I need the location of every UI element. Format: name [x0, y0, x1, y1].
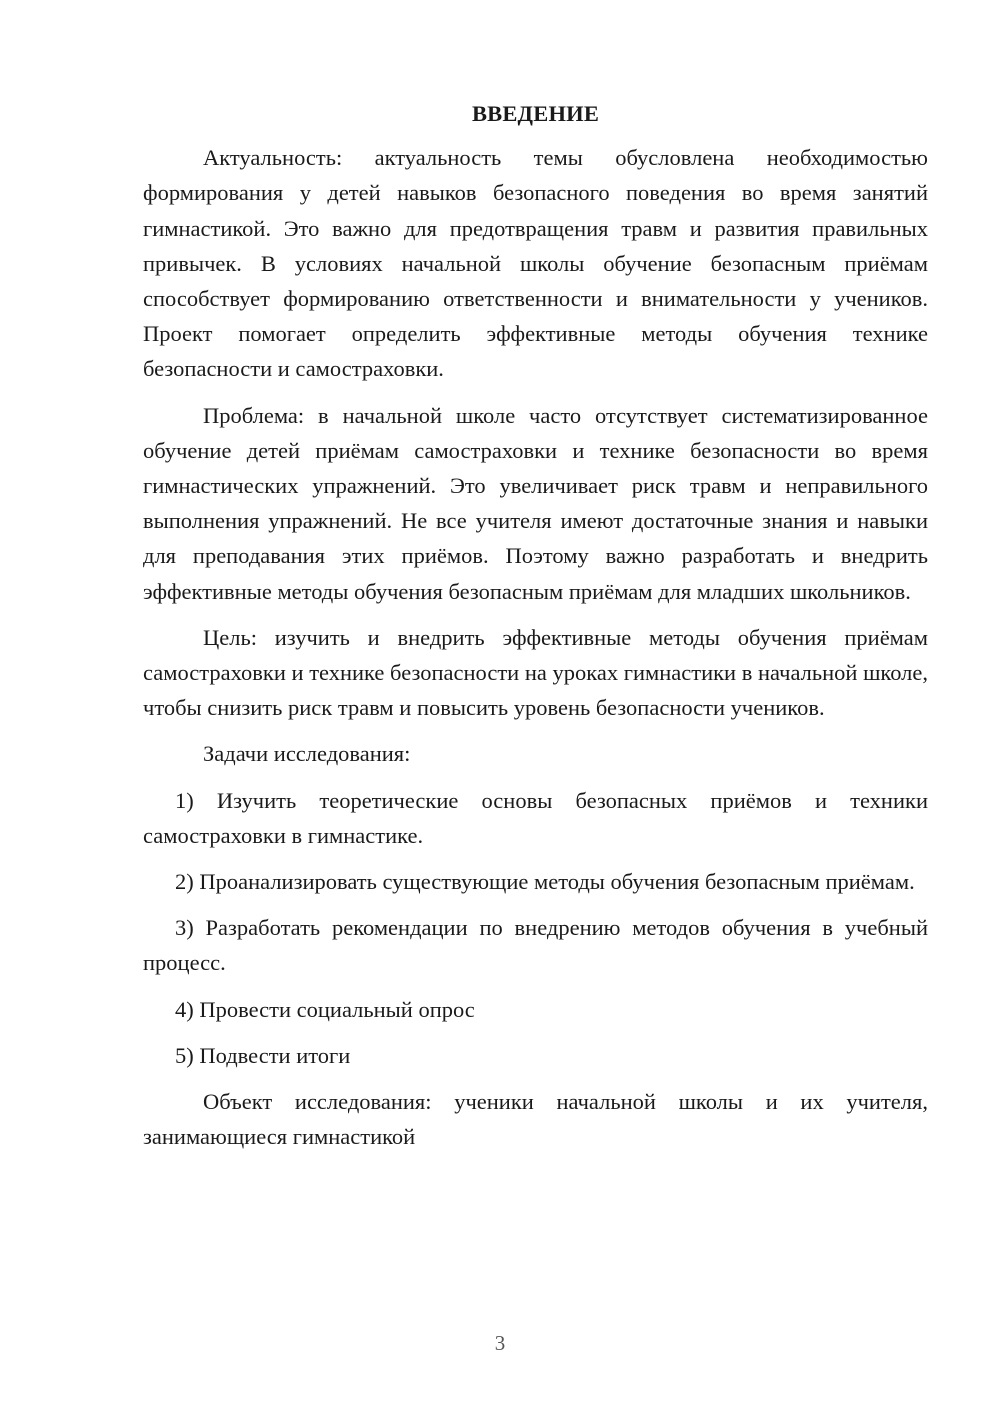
task-item: 2) Проанализировать существующие методы обучения безопасным приёмам.	[175, 869, 915, 895]
object-paragraph: Объект исследования: ученики начальной школы и их учителя, занимающиеся гимнастикой	[143, 1089, 928, 1150]
problem-paragraph: Проблема: в начальной школе часто отсутствует систематизированное обучение детей приёмам самостраховки и технике безопасности во время гимнастических упражнений. Это увеличивает риск травм и неправильного выполнения упражнений. Не все учителя имеют достаточные знания и навыки для преподавания этих приёмов. Поэтому важно разработать и внедрить эффективные методы обучения безопасным приёмам для младших школьников.	[143, 402, 928, 604]
relevance-paragraph: Актуальность: актуальность темы обусловлена необходимостью формирования у детей навыков безопасного поведения во время занятий гимнастикой. Это важно для предотвращения травм и развития правильных привычек. В условиях начальной школы обучение безопасным приёмам способствует формированию ответственности и внимательности у учеников. Проект помогает определить эффективные методы обучения технике безопасности и самостраховки.	[143, 145, 928, 382]
section-heading: ВВЕДЕНИЕ	[471, 101, 600, 126]
goal-paragraph: Цель: изучить и внедрить эффективные методы обучения приёмам самостраховки и технике безопасности на уроках гимнастики в начальной школе, чтобы снизить риск травм и повысить уровень безопасности учеников.	[143, 624, 928, 721]
page-number: 3	[494, 1331, 506, 1355]
tasks-title: Задачи исследования:	[203, 741, 411, 767]
tasks-list	[143, 783, 928, 1073]
task-item: 5) Подвести итоги	[175, 1042, 351, 1068]
task-item: 3) Разработать рекомендации по внедрению методов обучения в учебный процесс.	[143, 915, 928, 976]
page-content	[143, 96, 928, 1165]
task-item: 1) Изучить теоретические основы безопасных приёмов и техники самостраховки в гимнастике.	[143, 787, 928, 848]
task-item: 4) Провести социальный опрос	[175, 996, 475, 1022]
